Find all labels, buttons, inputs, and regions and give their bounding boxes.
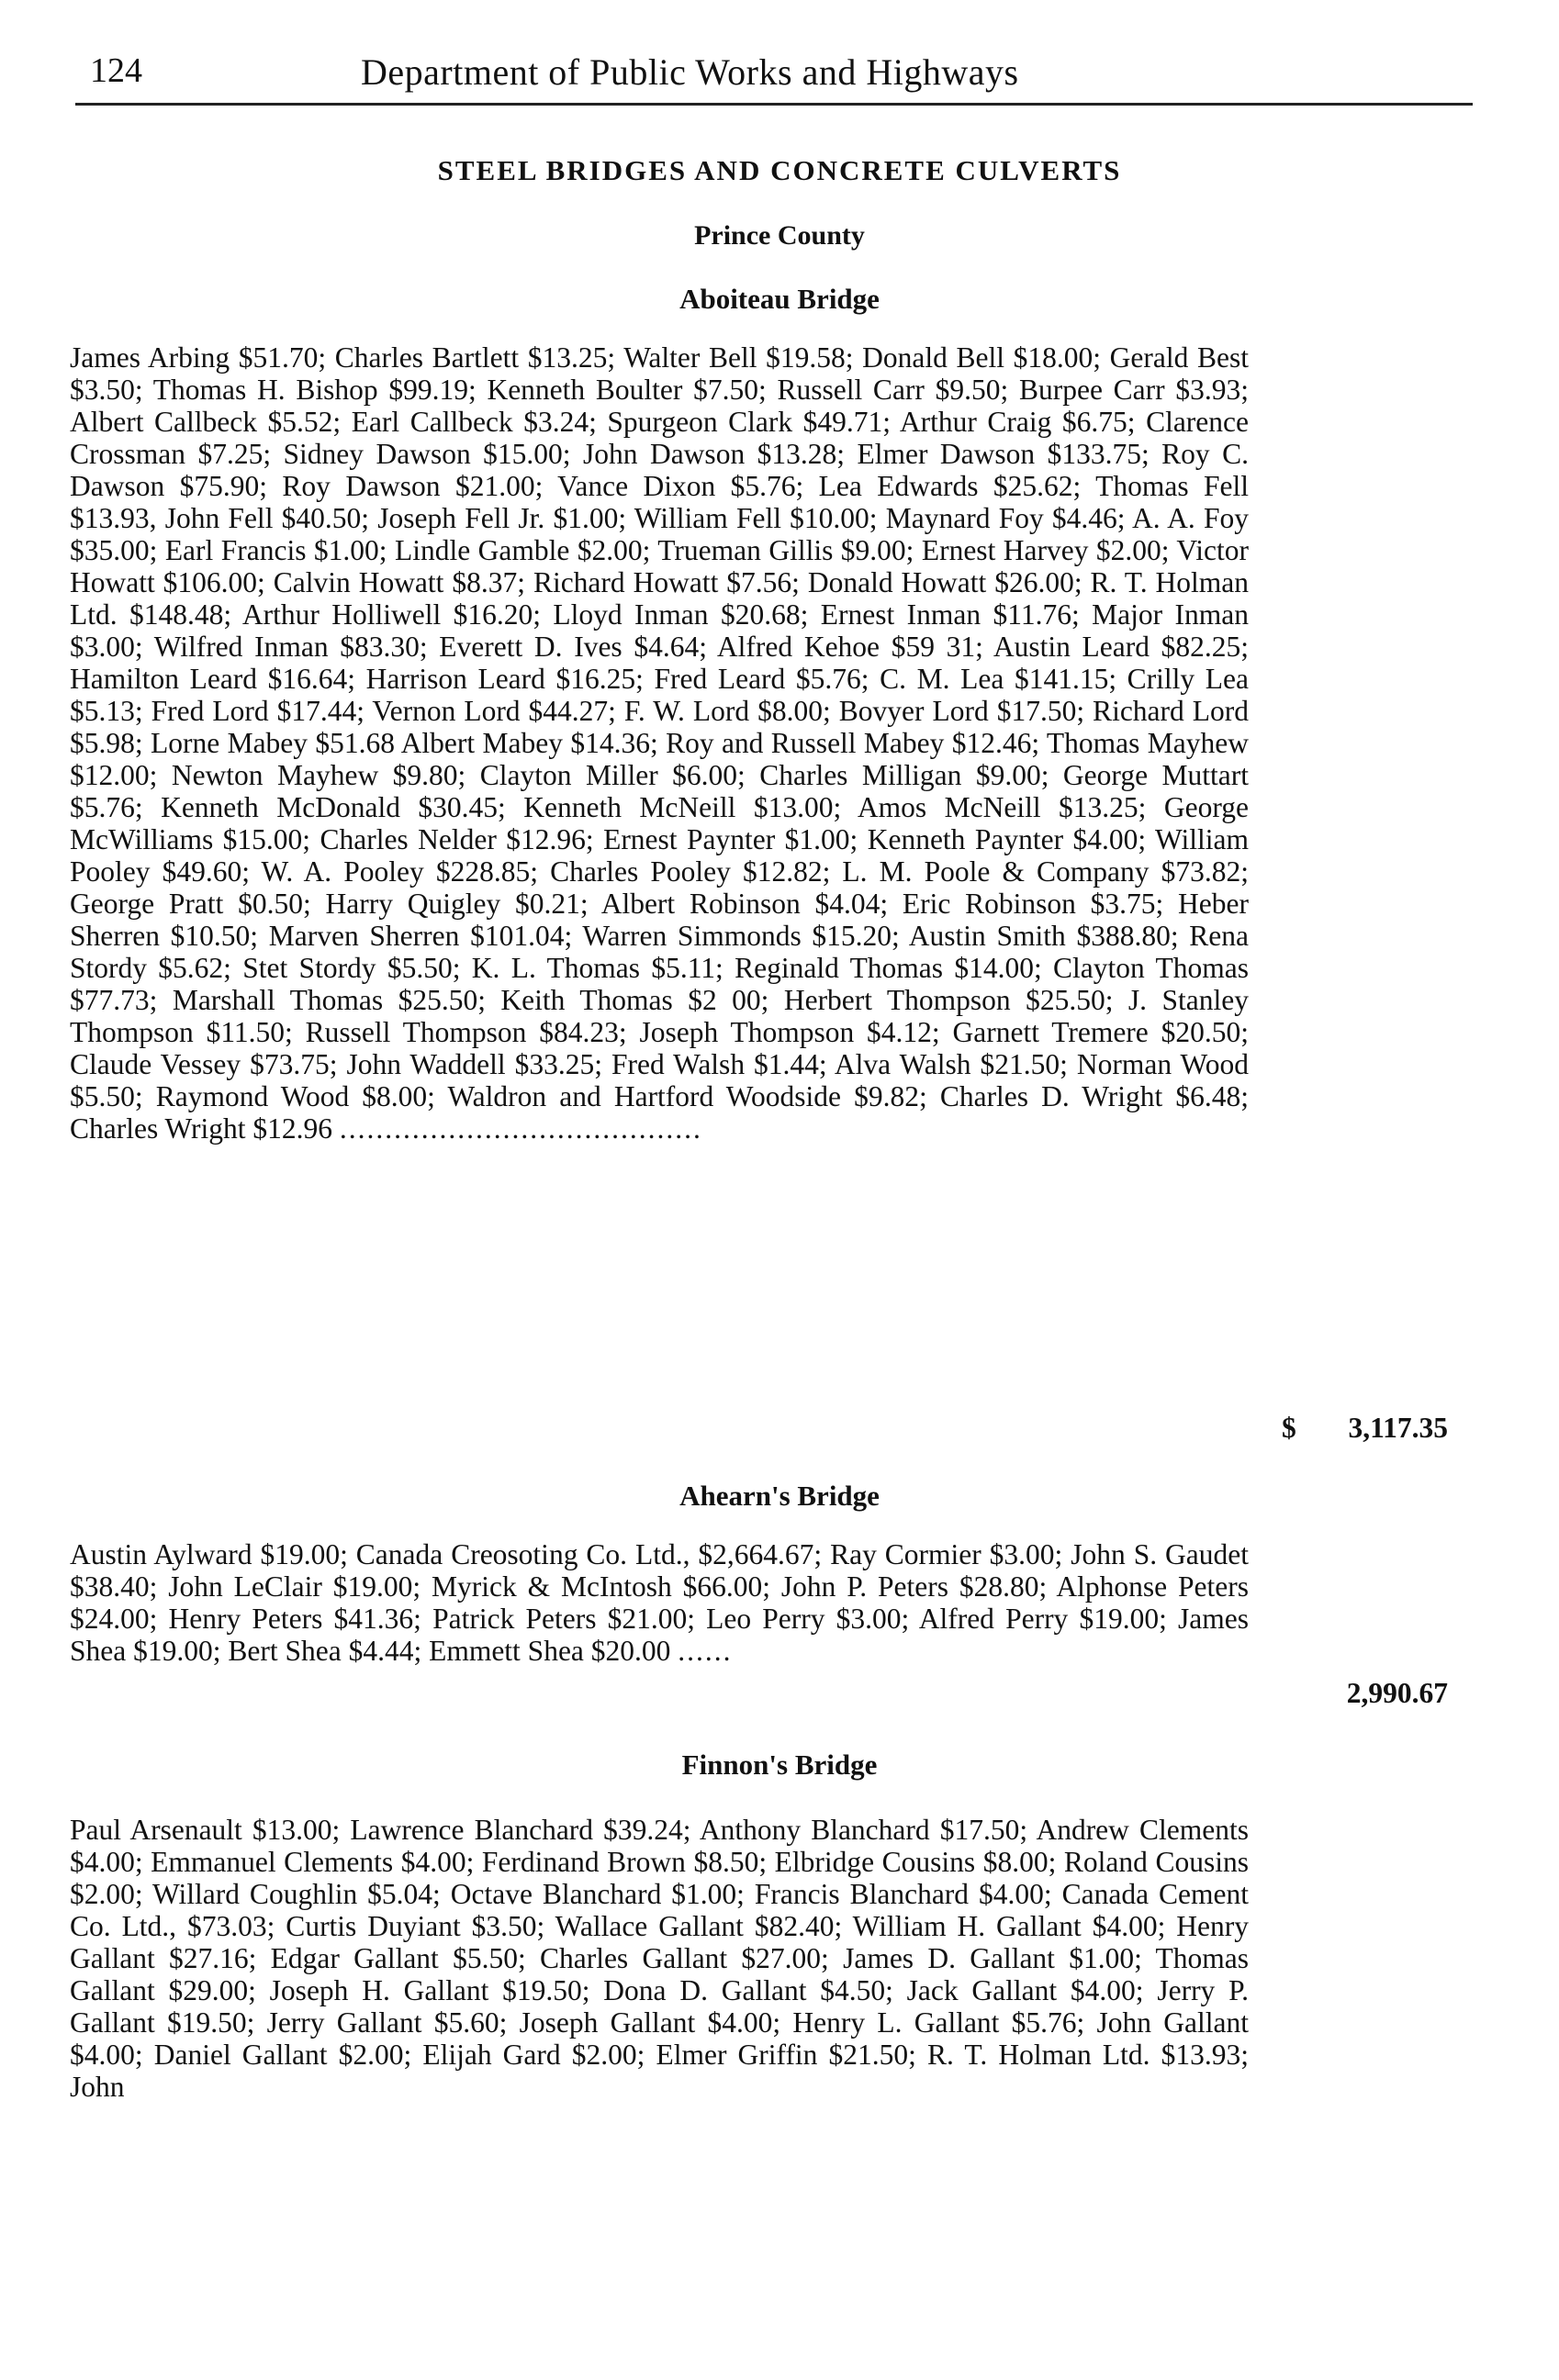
bridge-text-finnons bbox=[70, 1814, 1249, 2103]
page-header bbox=[90, 50, 1472, 96]
bridge-title-ahearns: Ahearn's Bridge bbox=[679, 1480, 880, 1512]
bridge-text-ahearns bbox=[70, 1538, 1249, 1667]
bridge-text-aboiteau-body: James Arbing $51.70; Charles Bartlett $13.25; Walter Bell $19.58; Donald Bell $18.00; Gerald Best $3.50; Thomas H. Bishop $99.19; Kenneth Boulter $7.50; Russell Carr $9.50; Burpee Carr $3.93; Albert Callbeck $5.52; Earl Callbeck $3.24; Spurgeon Clark $49.71; Arthur Craig $6.75; Clarence Crossman $7.25; Sidney Dawson $15.00; John Dawson $13.28; Elmer Dawson $133.75; Roy C. Dawson $75.90; Roy Dawson $21.00; Vance Dixon $5.76; Lea Edwards $25.62; Thomas Fell $13.93, John Fell $40.50; Joseph Fell Jr. $1.00; William Fell $10.00; Maynard Foy $4.46; A. A. Foy $35.00; Earl Francis $1.00; Lindle Gamble $2.00; Trueman Gillis $9.00; Ernest Harvey $2.00; Victor Howatt $106.00; Calvin Howatt $8.37; Richard Howatt $7.56; Donald Howatt $26.00; R. T. Holman Ltd. $148.48; Arthur Holliwell $16.20; Lloyd Inman $20.68; Ernest Inman $11.76; Major Inman $3.00; Wilfred Inman $83.30; Everett D. Ives $4.64; Alfred Kehoe $59 31; Austin Leard $82.25; Hamilton Leard $16.64; Harrison Leard $16.25; Fred Leard $5.76; C. M. Lea $141.15; Crilly Lea $5.13; Fred Lord $17.44; Vernon Lord $44.27; F. W. Lord $8.00; Bovyer Lord $17.50; Richard Lord $5.98; Lorne Mabey $51.68 Albert Mabey $14.36; Roy and Russell Mabey $12.46; Thomas Mayhew $12.00; Newton Mayhew $9.80; Clayton Miller $6.00; Charles Milligan $9.00; George Muttart $5.76; Kenneth McDonald $30.45; Kenneth McNeill $13.00; Amos McNeill $13.25; George McWilliams $15.00; Charles Nelder $12.96; Ernest Paynter $1.00; Kenneth Paynter $4.00; William Pooley $49.60; W. A. Pooley $228.85; Charles Pooley $12.82; L. M. Poole & Company $73.82; George Pratt $0.50; Harry Quigley $0.21; Albert Robinson $4.04; Eric Robinson $3.75; Heber Sherren $10.50; Marven Sherren $101.04; Warren Simmonds $15.20; Austin Smith $388.80; Rena Stordy $5.62; Stet Stordy $5.50; K. L. Thomas $5.11; Reginald Thomas $14.00; Clayton Thomas $77.73; Marshall Thomas $25.50; Keith Thomas $2 00; Herbert Thompson $25.50; J. Stanley Thompson $11.50; Russell Thompson $84.23; Joseph Thompson $4.12; Garnett Tremere $20.50; Claude Vessey $73.75; John Waddell $33.25; Fred Walsh $1.44; Alva Walsh $21.50; Norman Wood $5.50; Raymond Wood $8.00; Waldron and Hartford Woodside $9.82; Charles D. Wright $6.48; Charles Wright $12.96 bbox=[70, 341, 1249, 1145]
bridge-total-aboiteau: 3,117.35 bbox=[1348, 1412, 1448, 1444]
bridge-text-finnons-body: Paul Arsenault $13.00; Lawrence Blanchard $39.24; Anthony Blanchard $17.50; Andrew Clements $4.00; Emmanuel Clements $4.00; Ferdinand Brown $8.50; Elbridge Cousins $8.00; Roland Cousins $2.00; Willard Coughlin $5.04; Octave Blanchard $1.00; Francis Blanchard $4.00; Canada Cement Co. Ltd., $73.03; Curtis Duyiant $3.50; Wallace Gallant $82.40; William H. Gallant $4.00; Henry Gallant $27.16; Edgar Gallant $5.50; Charles Gallant $27.00; James D. Gallant $1.00; Thomas Gallant $29.00; Joseph H. Gallant $19.50; Dona D. Gallant $4.50; Jack Gallant $4.00; Jerry P. Gallant $19.50; Jerry Gallant $5.60; Joseph Gallant $4.00; Henry L. Gallant $5.76; John Gallant $4.00; Daniel Gallant $2.00; Elijah Gard $2.00; Elmer Griffin $21.50; R. T. Holman Ltd. $13.93; John bbox=[70, 1814, 1249, 2103]
bridge-title-aboiteau: Aboiteau Bridge bbox=[679, 283, 880, 315]
bridge-title-finnons: Finnon's Bridge bbox=[681, 1749, 878, 1781]
bridge-text-aboiteau bbox=[70, 341, 1249, 1145]
currency-symbol: $ bbox=[1282, 1412, 1296, 1444]
leader-dots: ........................................ bbox=[339, 1112, 702, 1145]
running-head: Department of Public Works and Highways bbox=[361, 51, 1019, 93]
leader-dots: ...... bbox=[678, 1635, 733, 1667]
county-title: Prince County bbox=[694, 220, 865, 251]
bridge-text-ahearns-body: Austin Aylward $19.00; Canada Creosoting Co. Ltd., $2,664.67; Ray Cormier $3.00; John S. Gaudet $38.40; John LeClair $19.00; Myrick & McIntosh $66.00; John P. Peters $28.80; Alphonse Peters $24.00; Henry Peters $41.36; Patrick Peters $21.00; Leo Perry $3.00; Alfred Perry $19.00; James Shea $19.00; Bert Shea $4.44; Emmett Shea $20.00 bbox=[70, 1538, 1249, 1667]
section-title: STEEL BRIDGES AND CONCRETE CULVERTS bbox=[437, 154, 1122, 186]
header-rule bbox=[75, 103, 1473, 106]
page-number: 124 bbox=[90, 51, 142, 90]
bridge-total-ahearns: 2,990.67 bbox=[1346, 1677, 1448, 1709]
